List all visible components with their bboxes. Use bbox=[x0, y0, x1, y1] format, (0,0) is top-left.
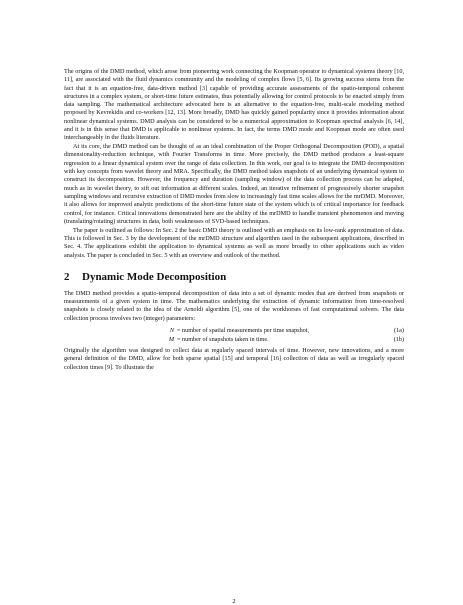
equation-row bbox=[64, 326, 404, 335]
closing-paragraph: Originally the algorithm was designed to collect data at regularly spaced intervals of time. However, new innovations, and a more general definition of the DMD, allow for both sparse spatial [15] and temporal [16] collection of data as well as irregularly spaced collection times [9]. To illustrate the bbox=[64, 347, 404, 371]
section-number: 2 bbox=[64, 270, 70, 283]
equation-lhs: N bbox=[169, 327, 174, 335]
section-paragraph: The DMD method provides a spatio-temporal decomposition of data into a set of dynamic modes that are derived from snapshots or measurements of a given system in time. The mathematics underlying the extraction of dynamic information from time-resolved snapshots is closely related to the idea of the Arnoldi algorithm [5], one of the workhorses of fast computational solvers. The data collection process involves two (integer) parameters: bbox=[64, 289, 404, 322]
equation-rhs: = number of snapshots taken in time. bbox=[177, 336, 269, 344]
section-title: Dynamic Mode Decomposition bbox=[82, 270, 227, 283]
equation-block bbox=[64, 326, 404, 344]
equation-rhs: = number of spatial measurements per time snapshot, bbox=[177, 327, 310, 335]
page-number: 2 bbox=[232, 598, 236, 605]
equation-row bbox=[64, 335, 404, 344]
section-heading bbox=[64, 271, 404, 284]
equation-tag: (1a) bbox=[394, 327, 404, 335]
equation-lhs: M bbox=[168, 336, 174, 344]
equation-tag: (1b) bbox=[393, 336, 404, 344]
intro-paragraph-1: The origins of the DMD method, which arose from pioneering work connecting the Koopman operator to dynamical systems theory [10, 11], are associated with the fluid dynamics community and the modeling of complex flows [5, 6]. Its growing success stems from the fact that it is an equation-free, data-driven method [3] capable of providing accurate assessments of the spatio-temporal coherent structures in a complex system, or short-time future estimates, thus potentially allowing for control protocols to be enacted simply from data sampling. The mathematical architecture advocated here is an alternative to the equation-free, multi-scale modeling method proposed by Kevrekidis and co-workers [12, 13]. More broadly, DMD has quickly gained popularity since it provides information about nonlinear dynamical systems. DMD analysis can be considered to be a numerical approximation to Koopman spectral analysis [6, 14], and it is in this sense that DMD is applicable to nonlinear systems. In fact, the terms DMD mode and Koopman mode are often used interchangeably in the fluids literature. bbox=[64, 68, 404, 142]
paper-page bbox=[64, 68, 404, 605]
intro-paragraph-2: At its core, the DMD method can be thought of as an ideal combination of the Proper Orthogonal Decomposition (POD), a spatial dimensionality-reduction technique, with Fourier Transforms in time. More precisely, the DMD method produces a least-square regression to a linear dynamical system over the range of data collection. In this work, our goal is to integrate the DMD decomposition with key concepts from wavelet theory and MRA. Specifically, the DMD method takes snapshots of an underlying dynamical system to construct its decomposition. However, the frequency and duration (sampling window) of the data collection process can be adapted, much as in wavelet theory, to sift out information at different scales. Indeed, an iterative refinement of progressively shorter snapshot sampling windows and recursive extraction of DMD modes from slow to increasingly fast time scales allows for the mrDMD. Moreover, it also allows for improved analytic predictions of the short-time future state of the system which is of critical importance for feedback control, for instance. Critical innovations demonstrated here are the ability of the mrDMD to handle transient phenomenon and moving (translating/rotating) structures in data, both weaknesses of SVD-based techniques. bbox=[64, 143, 404, 225]
intro-paragraph-3: The paper is outlined as follows: In Sec. 2 the basic DMD theory is outlined with an emphasis on its low-rank approximation of data. This is followed in Sec. 3 by the development of the mrDMD structure and algorithm used in the subsequent applications, described in Sec. 4. The applications exhibit the application to dynamical systems as well as more broadly to other applications such as video analysis. The paper is concluded in Sec. 5 with an overview and outlook of the method. bbox=[64, 226, 404, 259]
